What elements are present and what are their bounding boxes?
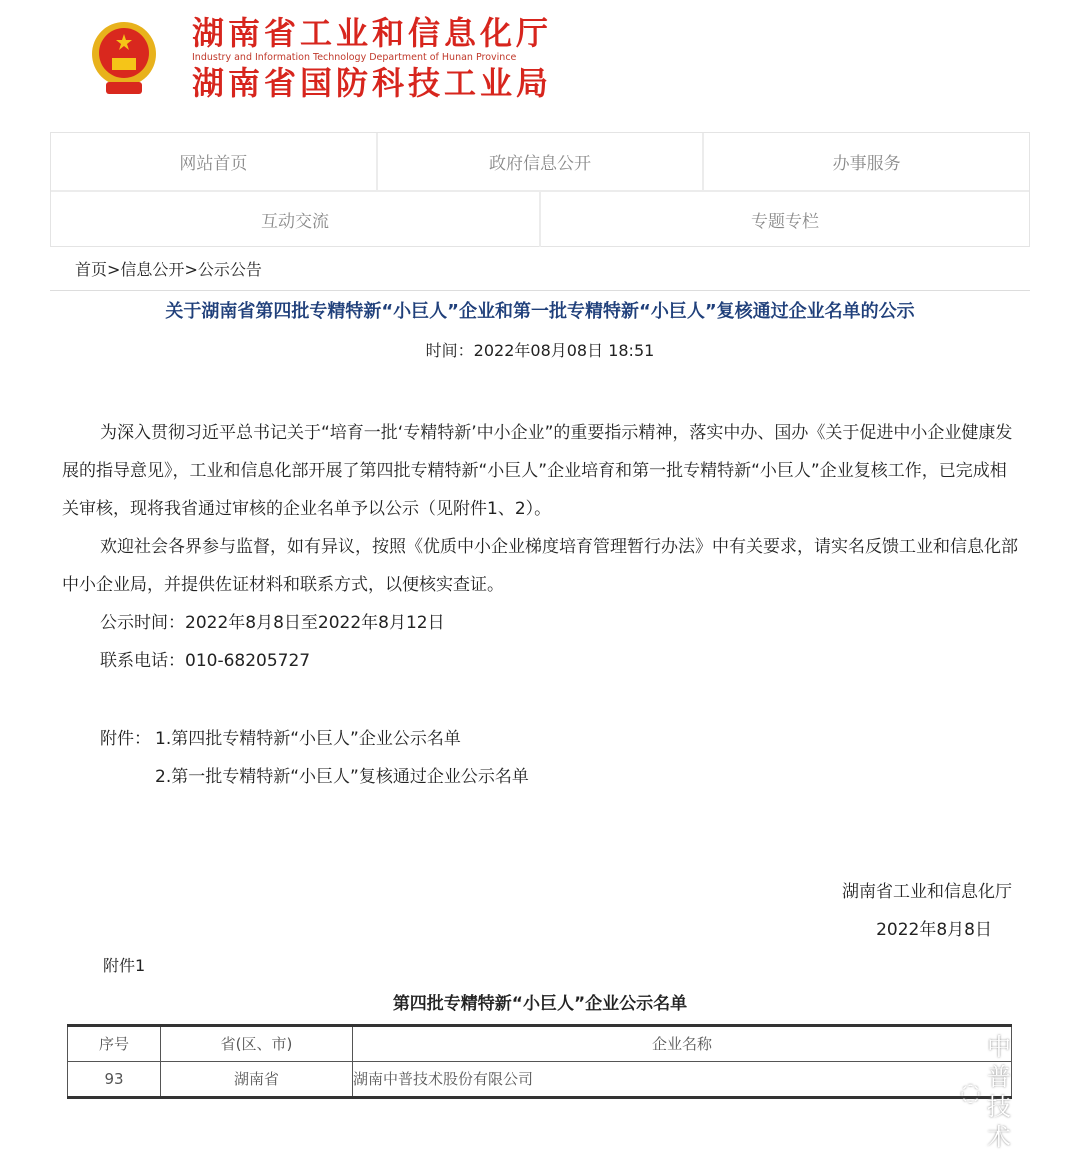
site-title: 湖南省工业和信息化厅: [192, 14, 553, 52]
paragraph-1: 为深入贯彻习近平总书记关于“培育一批‘专精特新’中小企业”的重要指示精神，落实中办、国办《关于促进中小企业健康发展的指导意见》，工业和信息化部开展了第四批专精特新“小巨人”企业培育和第一批专精特新“小巨人”企业复核工作，已完成相关审核，现将我省通过审核的企业名单予以公示（见附件1、2）。: [62, 423, 1013, 519]
breadcrumb-notices[interactable]: 公示公告: [197, 260, 262, 279]
wechat-icon: ◌: [960, 1078, 981, 1106]
watermark: [960, 1032, 1020, 1152]
national-emblem-logo: [88, 20, 160, 100]
attachments-label: 附件：: [100, 729, 151, 749]
table-header-row: [68, 1026, 1012, 1062]
article-title: 关于湖南省第四批专精特新“小巨人”企业和第一批专精特新“小巨人”复核通过企业名单的公示: [165, 301, 915, 322]
cell-company: 湖南中普技术股份有限公司: [353, 1062, 1012, 1098]
table-title: 第四批专精特新“小巨人”企业公示名单: [392, 994, 688, 1014]
breadcrumb-sep: >: [184, 260, 198, 279]
cell-no: 93: [68, 1062, 161, 1098]
table-row: [68, 1062, 1012, 1098]
site-subtitle: 湖南省国防科技工业局: [192, 64, 553, 102]
article-time: 时间：2022年08月08日 18:51: [425, 341, 655, 360]
cell-province: 湖南省: [161, 1062, 353, 1098]
site-title-english: Industry and Information Technology Department of Hunan Province: [192, 52, 517, 63]
breadcrumb-sep: >: [107, 260, 121, 279]
nav-gov-info[interactable]: 政府信息公开: [378, 133, 705, 190]
nav-home[interactable]: 网站首页: [51, 133, 378, 190]
signature-org: 湖南省工业和信息化厅: [842, 882, 1012, 902]
nav-interaction[interactable]: 互动交流: [51, 192, 541, 247]
nav-services[interactable]: 办事服务: [832, 154, 901, 174]
nav-topics[interactable]: 专题专栏: [751, 212, 819, 232]
attachments: [100, 720, 529, 796]
breadcrumb-info[interactable]: 信息公开: [120, 260, 185, 279]
header-no: 序号: [68, 1026, 161, 1062]
contact-phone: 联系电话：010-68205727: [100, 651, 311, 671]
breadcrumb-home[interactable]: 首页: [75, 260, 108, 279]
main-nav: [50, 132, 1030, 247]
site-header-text: [192, 14, 552, 102]
breadcrumb: [75, 259, 262, 281]
attachment-link-1[interactable]: 1.第四批专精特新“小巨人”企业公示名单: [155, 729, 461, 749]
paragraph-2: 欢迎社会各界参与监督，如有异议，按照《优质中小企业梯度培育管理暂行办法》中有关要求，请实名反馈工业和信息化部中小企业局，并提供佐证材料和联系方式，以便核实查证。: [62, 537, 1018, 595]
header-company: 企业名称: [353, 1026, 1012, 1062]
header-province: 省(区、市): [161, 1026, 353, 1062]
divider: [50, 290, 1030, 291]
attachment-label: 附件1: [103, 956, 146, 975]
company-table: [67, 1024, 1012, 1099]
signature-date: 2022年8月8日: [876, 920, 992, 940]
notice-period: 公示时间：2022年8月8日至2022年8月12日: [100, 613, 445, 633]
watermark-text: 中普技术: [986, 1033, 1011, 1151]
attachment-link-2[interactable]: 2.第一批专精特新“小巨人”复核通过企业公示名单: [155, 767, 529, 787]
